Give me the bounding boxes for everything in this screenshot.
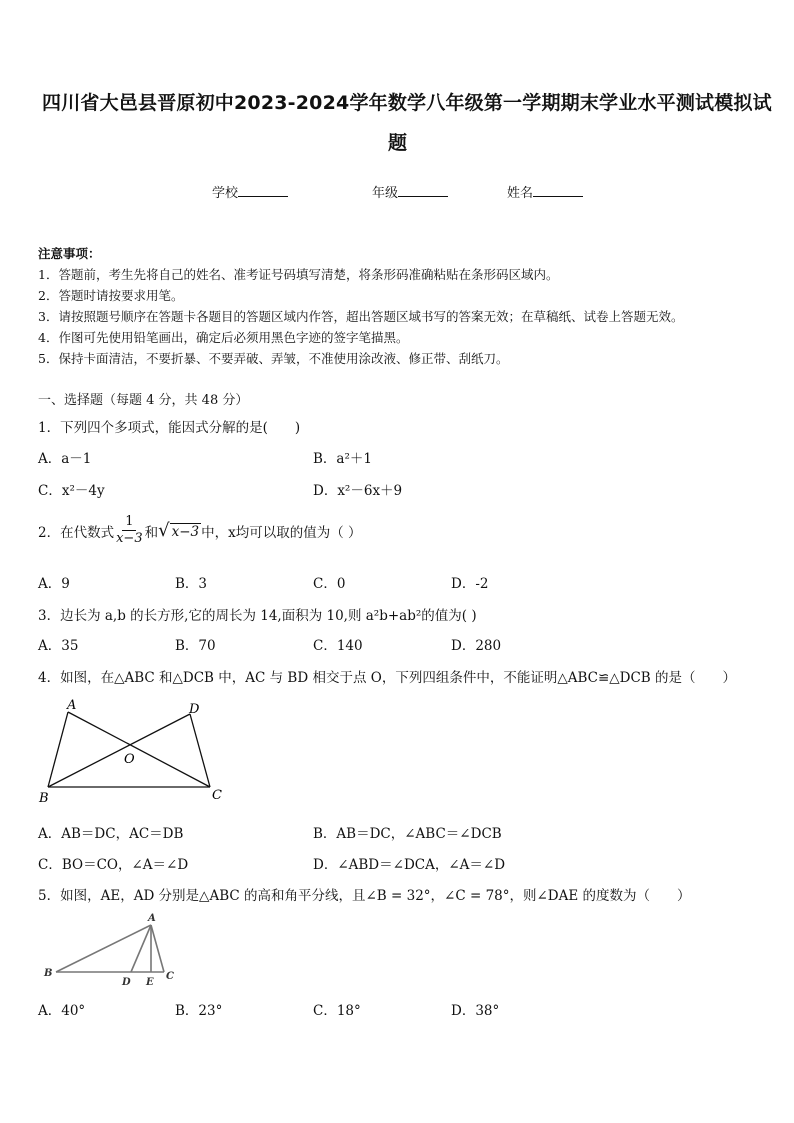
question-2-option-b[interactable]: B．3 [175, 576, 208, 592]
question-4-option-d[interactable]: D．∠ABD＝∠DCA，∠A＝∠D [313, 857, 506, 873]
question-1-option-a[interactable]: A．a－1 [38, 451, 92, 467]
school-blank[interactable] [238, 184, 288, 197]
question-5-option-d[interactable]: D．38° [451, 1003, 500, 1019]
name-blank[interactable] [533, 184, 583, 197]
question-5-option-b[interactable]: B．23° [175, 1003, 223, 1019]
vertex-label-c: C [212, 788, 222, 803]
question-4-option-c[interactable]: C．BO＝CO，∠A＝∠D [38, 857, 189, 873]
name-label: 姓名 [507, 186, 534, 201]
grade-blank[interactable] [398, 184, 448, 197]
notes-block [38, 243, 683, 369]
vertex-label-c: C [166, 971, 174, 982]
question-2-stem-mid: 和 [144, 524, 159, 541]
sqrt-radicand: x−3 [171, 524, 200, 540]
vertex-label-a: A [148, 913, 156, 924]
sqrt-icon: √ [158, 520, 170, 541]
question-3-option-b[interactable]: B．70 [175, 638, 216, 654]
question-2-option-c[interactable]: C．0 [313, 576, 346, 592]
question-3-option-a[interactable]: A．35 [38, 638, 79, 654]
question-4-option-a[interactable]: A．AB＝DC，AC＝DB [38, 826, 184, 842]
school-field [212, 182, 288, 201]
question-4-stem: 4．如图，在△ABC 和△DCB 中，AC 与 BD 相交于点 O，下列四组条件中，不能证明△ABC≌△DCB 的是（ ） [38, 670, 737, 686]
fraction-denominator: x−3 [116, 531, 143, 546]
question-1-option-d[interactable]: D．x²－6x＋9 [313, 483, 403, 499]
question-2-stem [38, 514, 362, 547]
vertex-label-o: O [124, 752, 135, 767]
question-4-figure [30, 695, 230, 810]
notes-heading: 注意事项： [38, 246, 101, 261]
question-2-stem-pre: 2．在代数式 [38, 524, 115, 541]
vertex-label-d: D [122, 977, 131, 988]
question-1-option-c[interactable]: C．x²－4y [38, 483, 105, 499]
question-1-option-b[interactable]: B．a²＋1 [313, 451, 372, 467]
question-3-stem: 3．边长为 a,b 的长方形,它的周长为 14,面积为 10,则 a²b+ab²的值为( ) [38, 608, 477, 624]
notes-item: 4．作图可先使用铅笔画出，确定后必须用黑色字迹的签字笔描黑。 [38, 330, 409, 345]
notes-item: 2．答题时请按要求用笔。 [38, 288, 184, 303]
square-root [158, 520, 201, 541]
question-5-option-c[interactable]: C．18° [313, 1003, 361, 1019]
vertex-label-a: A [67, 698, 77, 713]
question-3-option-c[interactable]: C．140 [313, 638, 363, 654]
page-title-line1: 四川省大邑县晋原初中2023-2024学年数学八年级第一学期期末学业水平测试模拟试 [42, 92, 772, 114]
grade-field [372, 182, 448, 201]
vertex-label-b: B [39, 791, 49, 806]
fraction [116, 514, 143, 547]
question-4-option-b[interactable]: B．AB＝DC，∠ABC＝∠DCB [313, 826, 502, 842]
vertex-label-e: E [146, 977, 154, 988]
fraction-numerator: 1 [122, 514, 136, 531]
question-2-option-a[interactable]: A．9 [38, 576, 70, 592]
section-title: 一、选择题（每题 4 分，共 48 分） [38, 393, 249, 408]
question-2-stem-post: 中，x均可以取的值为（ ） [201, 524, 362, 541]
grade-label: 年级 [372, 186, 399, 201]
page-title-line2: 题 [388, 132, 408, 154]
question-1-stem: 1．下列四个多项式，能因式分解的是( ) [38, 420, 301, 436]
question-5-figure [38, 908, 188, 990]
school-label: 学校 [212, 186, 239, 201]
notes-item: 3．请按照题号顺序在答题卡各题目的答题区域内作答，超出答题区域书写的答案无效；在草稿纸、试卷上答题无效。 [38, 309, 684, 324]
vertex-label-d: D [189, 702, 200, 717]
notes-item: 5．保持卡面清洁，不要折暴、不要弄破、弄皱，不准使用涂改液、修正带、刮纸刀。 [38, 351, 509, 366]
vertex-label-b: B [44, 968, 53, 979]
question-2-option-d[interactable]: D．-2 [451, 576, 489, 592]
question-5-stem: 5．如图，AE，AD 分别是△ABC 的高和角平分线，且∠B = 32°，∠C = 78°，则∠DAE 的度数为（ ） [38, 888, 691, 904]
question-5-option-a[interactable]: A．40° [38, 1003, 86, 1019]
question-3-option-d[interactable]: D．280 [451, 638, 502, 654]
notes-item: 1．答题前，考生先将自己的姓名、准考证号码填写清楚，将条形码准确粘贴在条形码区域内。 [38, 267, 559, 282]
name-field [507, 182, 583, 201]
